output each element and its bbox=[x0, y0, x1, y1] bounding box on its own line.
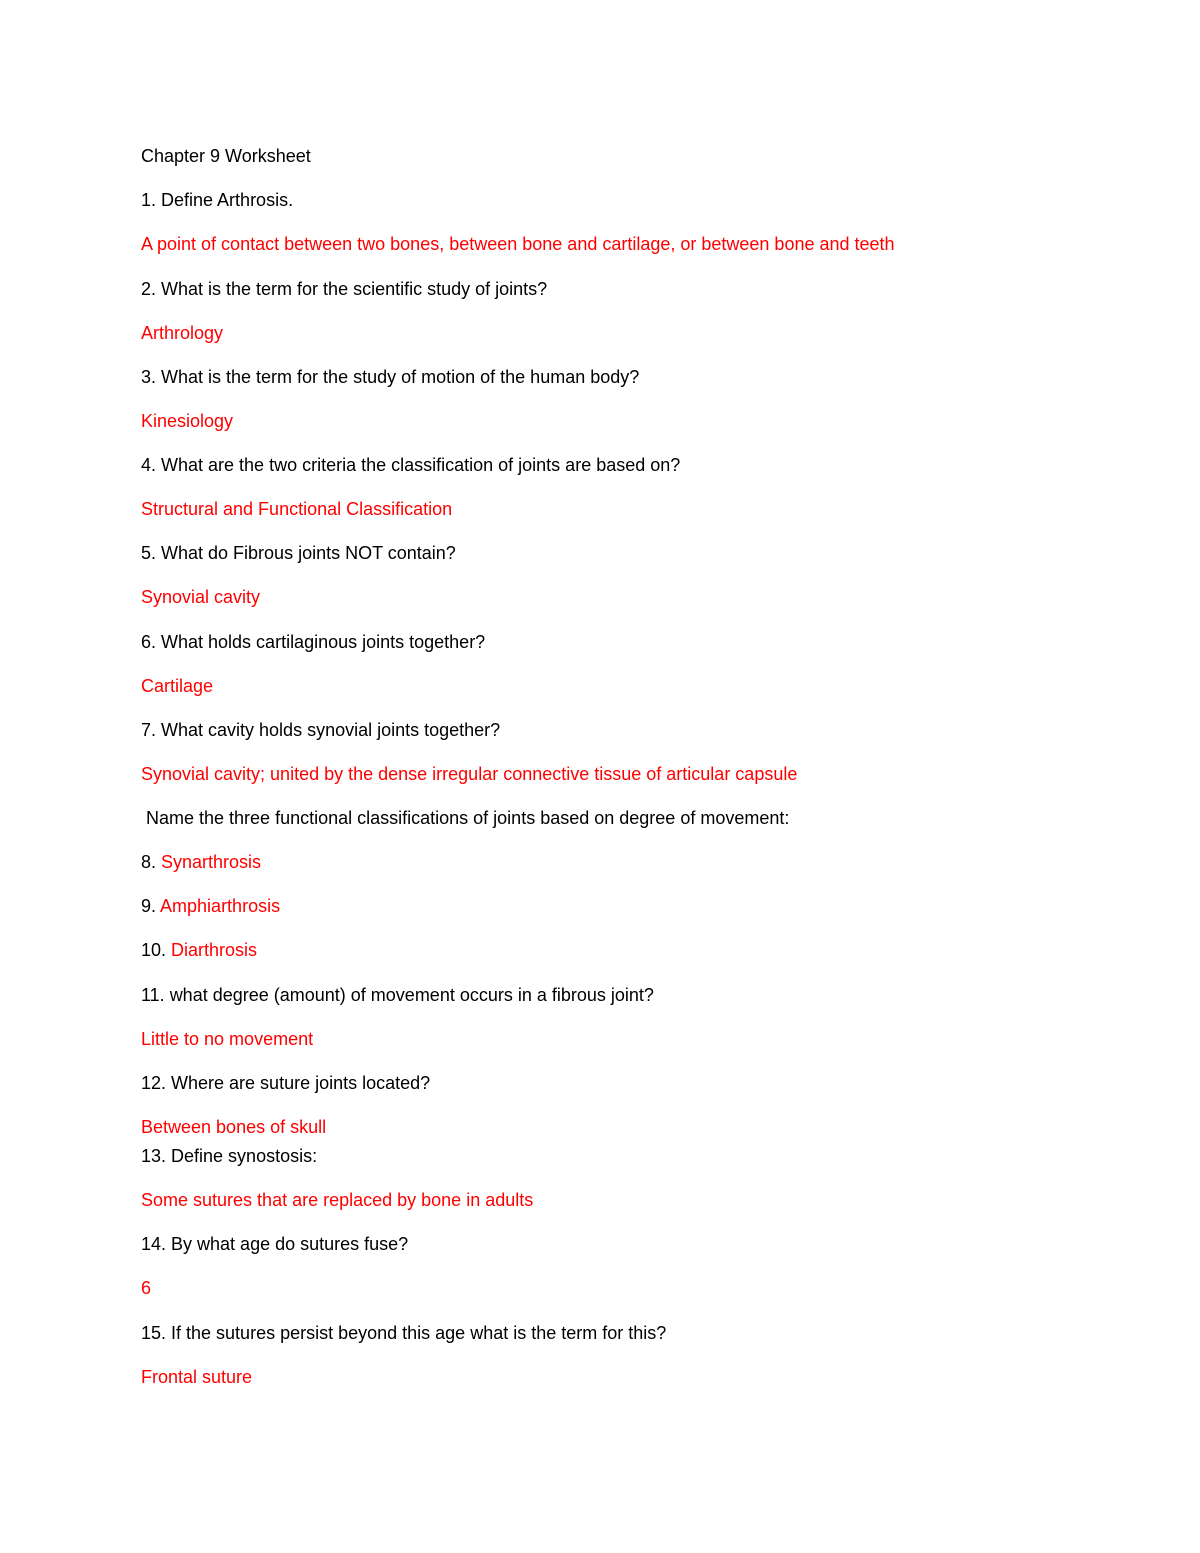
answer-9-line bbox=[141, 895, 280, 917]
question-11: 11. what degree (amount) of movement occurs in a fibrous joint? bbox=[141, 985, 654, 1005]
question-2: 2. What is the term for the scientific study of joints? bbox=[141, 279, 548, 299]
answer-7: Synovial cavity; united by the dense irregular connective tissue of articular capsule bbox=[141, 764, 798, 784]
answer-9-number: 9. bbox=[141, 896, 161, 916]
question-5: 5. What do Fibrous joints NOT contain? bbox=[141, 543, 456, 563]
answer-10-line bbox=[141, 939, 257, 961]
answer-10: Diarthrosis bbox=[171, 940, 258, 960]
question-15: 15. If the sutures persist beyond this age what is the term for this? bbox=[141, 1323, 667, 1343]
answer-8-line bbox=[141, 851, 261, 873]
worksheet-title: Chapter 9 Worksheet bbox=[141, 146, 311, 166]
question-14: 14. By what age do sutures fuse? bbox=[141, 1234, 409, 1254]
answer-1: A point of contact between two bones, between bone and cartilage, or between bone and teeth bbox=[141, 234, 895, 254]
answer-9: Amphiarthrosis bbox=[160, 896, 281, 916]
question-4: 4. What are the two criteria the classification of joints are based on? bbox=[141, 455, 681, 475]
answer-6: Cartilage bbox=[141, 676, 214, 696]
answer-15: Frontal suture bbox=[141, 1367, 253, 1387]
answer-8-number: 8. bbox=[141, 852, 162, 872]
question-1: 1. Define Arthrosis. bbox=[141, 190, 294, 210]
answer-2: Arthrology bbox=[141, 323, 224, 343]
question-12: 12. Where are suture joints located? bbox=[141, 1073, 431, 1093]
answer-11: Little to no movement bbox=[141, 1029, 314, 1049]
answer-3: Kinesiology bbox=[141, 411, 234, 431]
answer-14: 6 bbox=[141, 1278, 152, 1298]
question-3: 3. What is the term for the study of motion of the human body? bbox=[141, 367, 640, 387]
classification-prompt: Name the three functional classifications of joints based on degree of movement: bbox=[146, 808, 790, 828]
question-7: 7. What cavity holds synovial joints together? bbox=[141, 720, 501, 740]
question-13: 13. Define synostosis: bbox=[141, 1146, 318, 1166]
answer-4: Structural and Functional Classification bbox=[141, 499, 453, 519]
answer-12: Between bones of skull bbox=[141, 1117, 327, 1137]
answer-8: Synarthrosis bbox=[161, 852, 262, 872]
answer-5: Synovial cavity bbox=[141, 587, 261, 607]
answer-10-number: 10. bbox=[141, 940, 172, 960]
answer-13: Some sutures that are replaced by bone in adults bbox=[141, 1190, 534, 1210]
question-6: 6. What holds cartilaginous joints together? bbox=[141, 632, 486, 652]
